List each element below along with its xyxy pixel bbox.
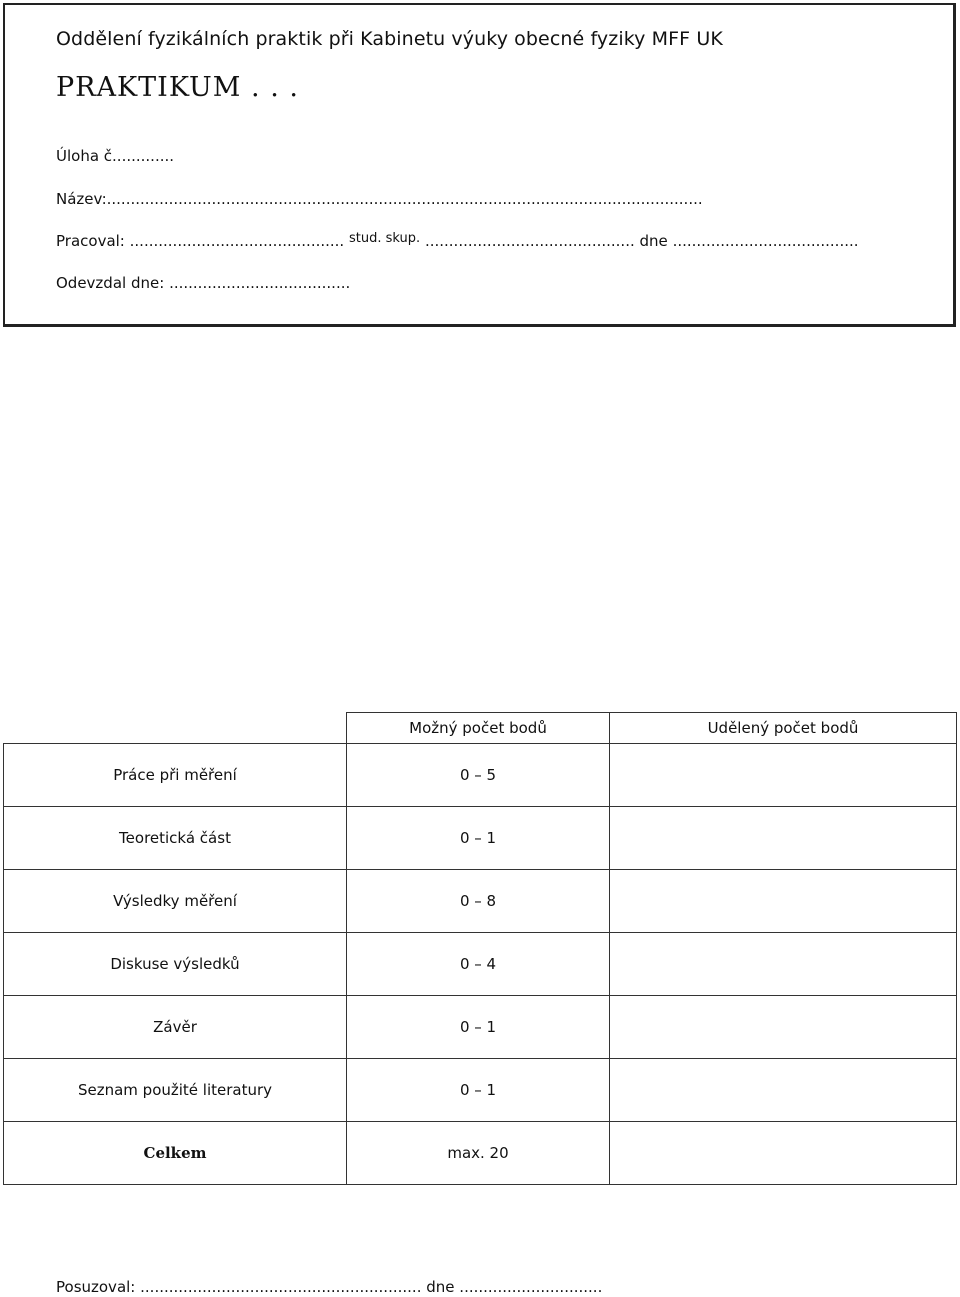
row-label: Diskuse výsledků (4, 933, 347, 996)
header-cell-empty (4, 713, 347, 744)
total-label: Celkem (4, 1122, 347, 1185)
table-row (4, 933, 957, 996)
row-label: Výsledky měření (4, 870, 347, 933)
department-heading: Oddělení fyzikálních praktik při Kabinetu výuky obecné fyziky MFF UK (56, 28, 723, 50)
table-row (4, 996, 957, 1059)
row-range: 0 – 1 (347, 807, 610, 870)
row-range: 0 – 8 (347, 870, 610, 933)
total-range: max. 20 (347, 1122, 610, 1185)
row-awarded-cell[interactable] (610, 807, 957, 870)
row-awarded-cell[interactable] (610, 996, 957, 1059)
submitted-row (56, 274, 350, 292)
row-range: 0 – 4 (347, 933, 610, 996)
row-range: 0 – 5 (347, 744, 610, 807)
worked-by-field[interactable]: ............................................. (129, 232, 345, 250)
table-row (4, 744, 957, 807)
reviewer-row (56, 1278, 602, 1296)
page-title: PRAKTIKUM . . . (56, 72, 299, 103)
task-number-field[interactable]: Úloha č............. (56, 147, 175, 165)
row-label: Teoretická část (4, 807, 347, 870)
submitted-date-field[interactable]: ...................................... (169, 274, 351, 292)
date-field[interactable]: ....................................... (672, 232, 859, 250)
score-table (3, 712, 957, 1185)
review-date-label: dne (426, 1278, 455, 1296)
reviewer-field[interactable]: ........................................................... (140, 1278, 422, 1296)
row-label: Seznam použité literatury (4, 1059, 347, 1122)
task-name-field[interactable]: Název:............................................................................................................................. (56, 190, 703, 208)
study-group-label: stud. skup. (349, 231, 421, 246)
review-date-field[interactable]: .............................. (459, 1278, 603, 1296)
header-possible-points: Možný počet bodů (347, 713, 610, 744)
row-awarded-cell[interactable] (610, 1059, 957, 1122)
row-label: Závěr (4, 996, 347, 1059)
row-awarded-cell[interactable] (610, 744, 957, 807)
header-awarded-points: Udělený počet bodů (610, 713, 957, 744)
date-label: dne (639, 232, 668, 250)
table-row (4, 870, 957, 933)
row-range: 0 – 1 (347, 1059, 610, 1122)
study-group-field[interactable]: ............................................ (424, 232, 635, 250)
reviewer-label: Posuzoval: (56, 1278, 136, 1296)
table-row (4, 1059, 957, 1122)
table-header-row (4, 713, 957, 744)
row-awarded-cell[interactable] (610, 870, 957, 933)
row-awarded-cell[interactable] (610, 933, 957, 996)
table-row (4, 807, 957, 870)
row-range: 0 – 1 (347, 996, 610, 1059)
worked-by-row (56, 232, 859, 250)
total-row (4, 1122, 957, 1185)
submitted-label: Odevzdal dne: (56, 274, 165, 292)
total-awarded-cell[interactable] (610, 1122, 957, 1185)
row-label: Práce při měření (4, 744, 347, 807)
worked-by-label: Pracoval: (56, 232, 125, 250)
